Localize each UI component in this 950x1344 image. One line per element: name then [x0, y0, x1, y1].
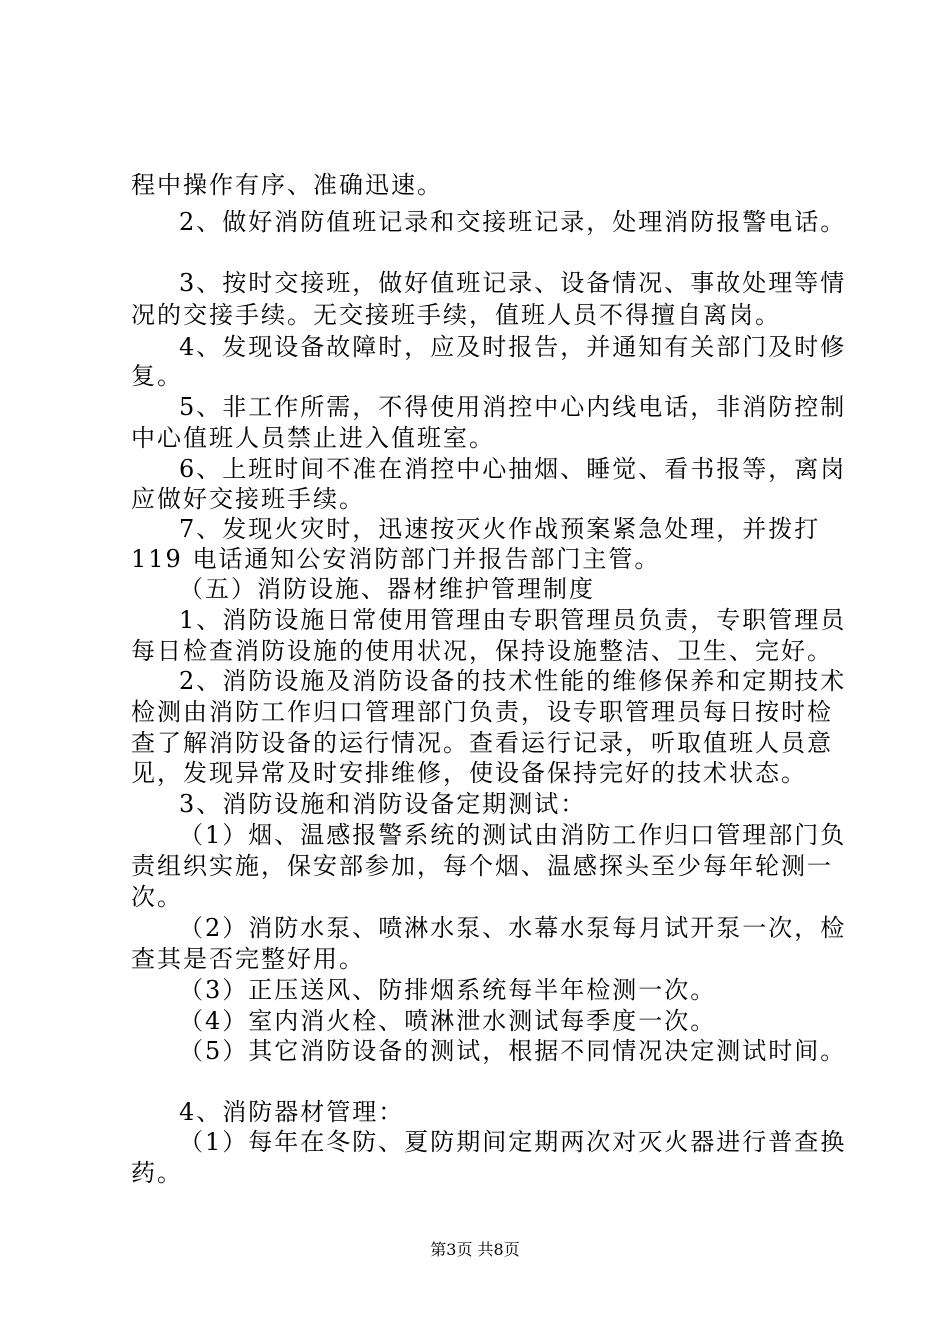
text-line: 3、消防设施和消防设备定期测试： — [179, 790, 587, 818]
text-line: 4、消防器材管理： — [179, 1098, 405, 1126]
text-line: 应做好交接班手续。 — [131, 485, 365, 513]
text-line: 次。 — [131, 883, 183, 911]
text-line: （1）烟、温感报警系统的测试由消防工作归口管理部门负 — [179, 821, 847, 849]
text-line: 4、发现设备故障时，应及时报告，并通知有关部门及时修 — [179, 333, 847, 361]
text-line: 检测由消防工作归口管理部门负责，设专职管理员每日按时检 — [131, 698, 833, 726]
section-heading: （五）消防设施、器材维护管理制度 — [179, 575, 595, 603]
text-line: （4）室内消火栓、喷淋泄水测试每季度一次。 — [179, 1007, 717, 1035]
text-line: 中心值班人员禁止进入值班室。 — [131, 424, 495, 452]
text-line: 5、非工作所需，不得使用消控中心内线电话，非消防控制 — [179, 393, 847, 421]
text-line: 况的交接手续。无交接班手续，值班人员不得擅自离岗。 — [131, 301, 781, 329]
text-line: （1）每年在冬防、夏防期间定期两次对灭火器进行普查换 — [179, 1128, 847, 1156]
text-line: 药。 — [131, 1159, 183, 1187]
text-line: 6、上班时间不准在消控中心抽烟、睡觉、看书报等，离岗 — [179, 455, 847, 483]
text-line: （3）正压送风、防排烟系统每半年检测一次。 — [179, 976, 717, 1004]
text-line: 2、做好消防值班记录和交接班记录，处理消防报警电话。 — [179, 208, 847, 236]
text-line: 1、消防设施日常使用管理由专职管理员负责，专职管理员 — [179, 606, 847, 634]
text-line: 7、发现火灾时，迅速按灭火作战预案紧急处理，并拨打 — [179, 515, 821, 543]
text-line: 复。 — [131, 362, 183, 390]
text-line: 程中操作有序、准确迅速。 — [131, 171, 443, 199]
page-footer: 第3页 共8页 — [430, 1240, 520, 1259]
text-line: 责组织实施，保安部参加，每个烟、温感探头至少每年轮测一 — [131, 852, 833, 880]
text-line: 每日检查消防设施的使用状况，保持设施整洁、卫生、完好。 — [131, 637, 833, 665]
text-line: 见，发现异常及时安排维修，使设备保持完好的技术状态。 — [131, 759, 807, 787]
text-line: 2、消防设施及消防设备的技术性能的维修保养和定期技术 — [179, 667, 847, 695]
text-line: 查了解消防设备的运行情况。查看运行记录，听取值班人员意 — [131, 729, 833, 757]
text-line: （2）消防水泵、喷淋水泵、水幕水泵每月试开泵一次，检 — [179, 914, 847, 942]
text-line: 119 电话通知公安消防部门并报告部门主管。 — [131, 545, 661, 573]
text-line: 3、按时交接班，做好值班记录、设备情况、事故处理等情 — [179, 269, 847, 297]
text-line: 查其是否完整好用。 — [131, 945, 365, 973]
text-line: （5）其它消防设备的测试，根据不同情况决定测试时间。 — [179, 1037, 847, 1065]
